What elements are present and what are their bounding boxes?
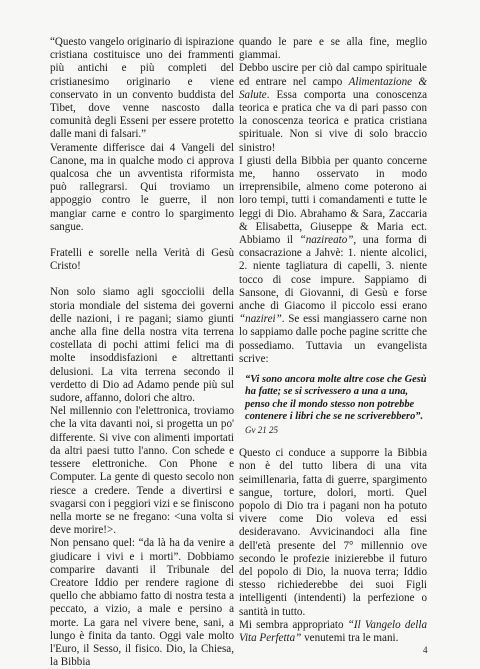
paragraph-giusti-bibbia <box>239 155 427 366</box>
paragraph-canone: Veramente differisce dai 4 Vangeli del Canone, ma in qualche modo ci approva qualcosa che un avventista riformista può rallegrarsi. Qui troviamo un appoggio contro le guerre, il non mangiar carne e contro lo spargimento sangue. <box>50 141 234 233</box>
page-number: 4 <box>423 645 428 655</box>
text-run: , una forma di consacrazione a Jahvè: 1. niente alcolici, 2. niente tagliatura di capelli, 3. niente tocco di cose impure. Sappiamo di Sansone, di Giovanni, di Gesù e forse anche di Giacomo il piccolo essi erano <box>239 234 428 313</box>
quote-text: “Vi sono ancora molte altre cose che Gesù ha fatte; se si scrivessero a una a una, penso che il mondo stesso non potrebbe contenere i libri che se ne scriverebbero”. <box>245 374 427 423</box>
paragraph-alimentazione <box>239 62 427 154</box>
text-run: I giusti della Bibbia per quanto concerne me, hanno osservato in modo irreprensibile, almeno come poterono ai loro tempi, tutti i comandamenti e tutte le leggi di Dio. Abrahamo & Sara, Zaccaria & Elisabetta, Giuseppe & Maria ect. Abbiamo il <box>239 154 427 247</box>
right-column <box>239 36 427 645</box>
paragraph-greeting: Fratelli e sorelle nella Verità di Gesù Cristo! <box>50 247 234 273</box>
quote-reference: Gv 21 25 <box>245 424 278 435</box>
text-run: . Essa comporta una conoscenza teorica e pratica che va di pari passo con la conoscenza teorica e pratica cristiana spirituale. Non si vive di solo braccio sinistro! <box>239 88 427 154</box>
text-run: . Se essi mangiassero carne non lo sappiamo dalle poche pagine scritte che possediamo. Tuttavia un evangelista scrive: <box>239 313 427 365</box>
paragraph-storia-mondiale: Non solo siamo agli sgocciolii della storia mondiale del sistema dei governi delle nazioni, i re pagani; siamo giunti anche alla fine della nostra vita terrena costellata di pochi attimi felici ma di molte insoddisfazioni e altrettanti delusioni. La vita terrena secondo il verdetto di Dio ad Adamo pende più sul sudore, affanno, dolori che altro. <box>50 286 234 405</box>
text-run: Mi sembra appropriato <box>239 618 348 631</box>
paragraph-millennio-elettronica: Nel millennio con l'elettronica, troviamo che la vita davanti noi, si progetta un po' differente. Si vive con alimenti importati da altri paesi tutto l'anno. Con schede e tessere elettroniche. Con Phone e Computer. La gente di questo secolo non riesce a credere. Tende a divertirsi e svagarsi con i peggiori vizi e se finiscono nella morte se ne fregano: <una volta si deve morire!>. <box>50 405 234 537</box>
paragraph-giudizio: Non pensano quel: “da là ha da venire a giudicare i vivi e i morti”. Dobbiamo comparire davanti il Tribunale del Creatore Iddio per rendere ragione di quello che abbiamo fatto di nostra testa a peccato, a vizio, a male e persino a morte. La gara nel vivere bene, sani, a lungo è finita da tanto. Oggi vale molto l'Euro, il Sesso, il fisico. Dio, la Chiesa, la Bibbia <box>50 537 234 669</box>
emphasis-alimentazione-salute: Alimentazione & Salute <box>239 75 427 101</box>
paragraph-vangelo-vita-perfetta <box>239 619 427 645</box>
text-run: Debbo uscire per ciò dal campo spirituale ed entrare nel campo <box>239 62 427 88</box>
paragraph-esseni-quote: “Questo vangelo originario di ispirazione cristiana costituisce uno dei frammenti più antichi e più completi del cristianesimo originario e viene conservato in un convento buddista del Tibet, dove venne nascosto dalla comunità degli Esseni per essere protetto dalle mani di falsari.” <box>50 36 234 141</box>
left-column <box>50 36 234 669</box>
emphasis-nazirei: “nazirei” <box>239 313 282 326</box>
paragraph-giammai: quando le pare e se alla fine, meglio giammai. <box>239 36 427 62</box>
emphasis-book-title: “Il Vangelo della Vita Perfetta” <box>239 618 428 644</box>
paragraph-supporre: Questo ci conduce a supporre la Bibbia non è del tutto libera di una vita seimillenaria, fatta di guerre, spargimento sangue, torture, dolori, morti. Quel popolo di Dio tra i pagani non ha potuto vivere come Dio voleva ed essi desideravano. Avvicinandoci alla fine dell'età presente del 7° millennio ove secondo le profezie inizierebbe il futuro del popolo di Dio, la nuova terra; Iddio stesso richiederebbe dei suoi Figli intelligenti (intendenti) la perfezione o santità in tutto. <box>239 447 427 618</box>
text-run: venutemi tra le mani. <box>301 631 399 644</box>
emphasis-nazireato: “nazireato” <box>299 234 354 247</box>
bible-quote <box>245 374 427 437</box>
